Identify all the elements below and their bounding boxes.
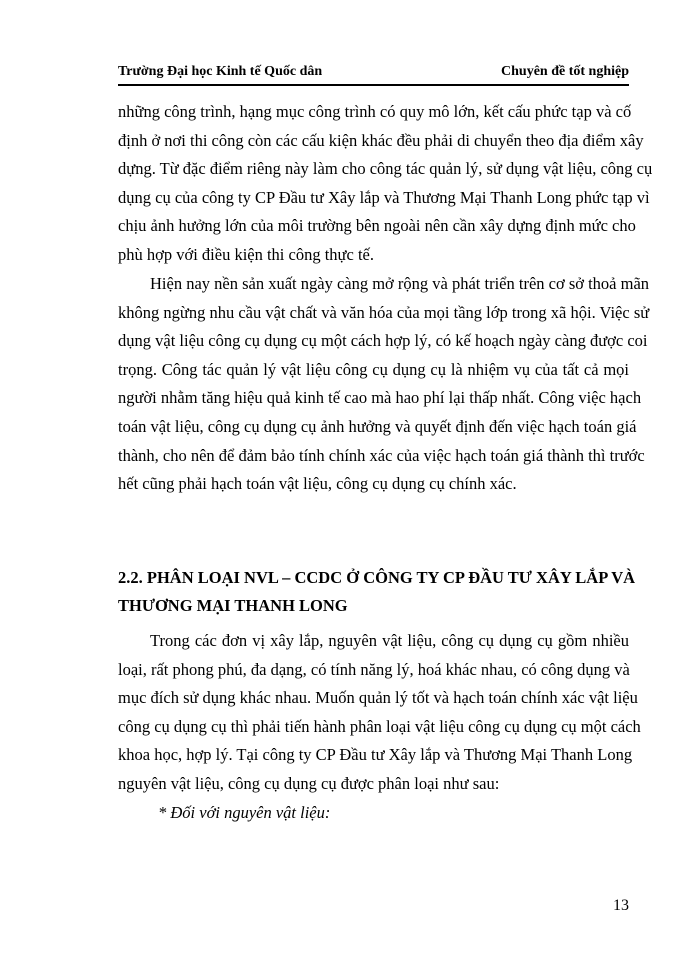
section-heading: [118, 564, 636, 620]
paragraph-2-line: không ngừng nhu cầu vật chất và văn hóa của mọi tầng lớp trong xã hội. Việc sử: [118, 302, 650, 322]
subheading-raw-materials: * Đối với nguyên vật liệu:: [158, 802, 331, 822]
page-header: [118, 64, 629, 84]
header-document-type: Chuyên đề tốt nghiệp: [501, 64, 629, 79]
paragraph-1: [118, 98, 653, 270]
paragraph-3-line: mục đích sử dụng khác nhau. Muốn quản lý tốt và hạch toán chính xác vật liệu: [118, 688, 638, 708]
paragraph-3-line: nguyên vật liệu, công cụ dụng cụ được phân loại như sau:: [118, 773, 500, 793]
header-university: Trường Đại học Kinh tế Quốc dân: [118, 64, 323, 79]
paragraph-3-line: công cụ dụng cụ thì phải tiến hành phân loại vật liệu công cụ dụng cụ một cách: [118, 716, 641, 736]
page-number: 13: [613, 897, 629, 914]
paragraph-3-line: Trong các đơn vị xây lắp, nguyên vật liệu, công cụ dụng cụ gồm nhiều: [150, 631, 629, 650]
paragraph-2-line: trọng. Công tác quản lý vật liệu công cụ dụng cụ là nhiệm vụ của tất cả mọi: [118, 359, 629, 379]
section-heading-line: 2.2. PHÂN LOẠI NVL – CCDC Ở CÔNG TY CP ĐẦU TƯ XÂY LẮP VÀ: [118, 568, 636, 587]
paragraph-1-line: dựng. Từ đặc điểm riêng này làm cho công tác quản lý, sử dụng vật liệu, công cụ: [118, 159, 653, 179]
paragraph-3-line: loại, rất phong phú, đa dạng, có tính năng lý, hoá khác nhau, có công dụng và: [118, 659, 630, 679]
paragraph-2-line: Hiện nay nền sản xuất ngày càng mở rộng và phát triển trên cơ sở thoả mãn: [150, 274, 650, 293]
header-rule: [118, 84, 629, 86]
paragraph-1-line: chịu ảnh hưởng lớn của môi trường bên ngoài nên cần xây dựng định mức cho: [118, 216, 636, 236]
paragraph-2-line: toán vật liệu, công cụ dụng cụ ảnh hưởng và quyết định đến việc hạch toán giá: [118, 416, 637, 436]
paragraph-1-line: phù hợp với điều kiện thi công thực tế.: [118, 244, 374, 264]
section-heading-line: THƯƠNG MẠI THANH LONG: [118, 596, 348, 615]
paragraph-1-line: dụng cụ của công ty CP Đầu tư Xây lắp và Thương Mại Thanh Long phức tạp vì: [118, 187, 650, 207]
paragraph-2-line: dụng vật liệu công cụ dụng cụ một cách hợp lý, có kế hoạch ngày càng được coi: [118, 331, 648, 351]
paragraph-1-line: những công trình, hạng mục công trình có quy mô lớn, kết cấu phức tạp và cố: [118, 102, 632, 121]
paragraph-3: [118, 627, 641, 827]
paragraph-2-line: người nhằm tăng hiệu quả kinh tế cao mà hao phí lại thấp nhất. Công việc hạch: [118, 388, 642, 408]
paragraph-2-line: hết cũng phải hạch toán vật liệu, công cụ dụng cụ chính xác.: [118, 474, 517, 494]
paragraph-1-line: định ở nơi thi công còn các cấu kiện khác đều phải di chuyển theo địa điểm xây: [118, 130, 644, 150]
paragraph-3-line: khoa học, hợp lý. Tại công ty CP Đầu tư Xây lắp và Thương Mại Thanh Long: [118, 745, 633, 765]
paragraph-2-line: thành, cho nên để đảm bảo tính chính xác của việc hạch toán giá thành thì trước: [118, 445, 645, 465]
paragraph-2: [118, 270, 650, 499]
